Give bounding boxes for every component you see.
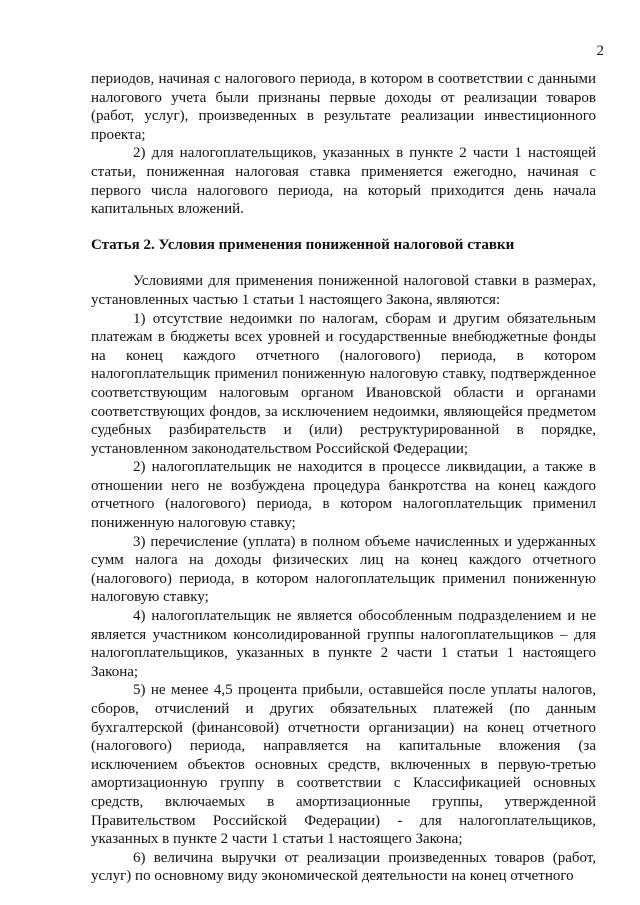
condition-item-4: 4) налогоплательщик не является обособленным подразделением и не является участником консолидированной группы налогоплательщиков – для налогоплательщиков, указанных в пункте 2 части 1 статьи 1 настоящего Закона;	[91, 608, 596, 680]
paragraph-item-2: 2) для налогоплательщиков, указанных в пункте 2 части 1 настоящей статьи, пониженная налоговая ставка применяется ежегодно, начиная с первого числа налогового периода, на который приходится день начала капитальных вложений.	[91, 145, 596, 218]
article-intro: Условиями для применения пониженной налоговой ставки в размерах, установленных частью 1 статьи 1 настоящего Закона, являются:	[91, 273, 596, 308]
article-heading: Статья 2. Условия применения пониженной налоговой ставки	[91, 236, 515, 253]
condition-item-2: 2) налогоплательщик не находится в процессе ликвидации, а также в отношении него не возбуждена процедура банкротства на конец каждого отчетного (налогового) периода, в котором налогоплательщик применил пониженную налоговую ставку;	[91, 459, 596, 532]
condition-item-5: 5) не менее 4,5 процента прибыли, оставшейся после уплаты налогов, сборов, отчислений и других обязательных платежей (по данным бухгалтерской (финансовой) отчетности организации) на конец отчетного (налогового) периода, направляется на капитальные вложения (за исключением объектов основных средств, включенных в первую-третью амортизационную группу в соответствии с Классификацией основных средств, включаемых в амортизационные группы, утвержденной Правительством Российской Федерации) - для налогоплательщиков, указанных в пункте 2 части 1 статьи 1 настоящего Закона;	[91, 682, 596, 848]
condition-item-6: 6) величина выручки от реализации произведенных товаров (работ, услуг) по основному виду экономической деятельности на конец отчетного	[91, 849, 596, 885]
condition-item-3: 3) перечисление (уплата) в полном объеме начисленных и удержанных сумм налога на доходы физических лиц на конец каждого отчетного (налогового) периода, в котором налогоплательщик применил пониженную налоговую ставку;	[91, 533, 596, 606]
paragraph-continuation: периодов, начиная с налогового периода, в котором в соответствии с данными налогового учета были признаны первые доходы от реализации товаров (работ, услуг), произведенных в результате реализации инвестиционного проекта;	[91, 71, 596, 143]
condition-item-1: 1) отсутствие недоимки по налогам, сборам и другим обязательным платежам в бюджеты всех уровней и государственные внебюджетные фонды на конец каждого отчетного (налогового) периода, в котором налогоплательщик применил пониженную налоговую ставку, подтвержденное соответствующим налоговым органом Ивановской области и органами соответствующих фондов, за исключением недоимки, являющейся предметом судебных разбирательств и (или) реструктурированной в порядке, установленном законодательством Российской Федерации;	[91, 310, 596, 457]
document-body	[91, 70, 596, 886]
page-number: 2	[596, 43, 604, 59]
